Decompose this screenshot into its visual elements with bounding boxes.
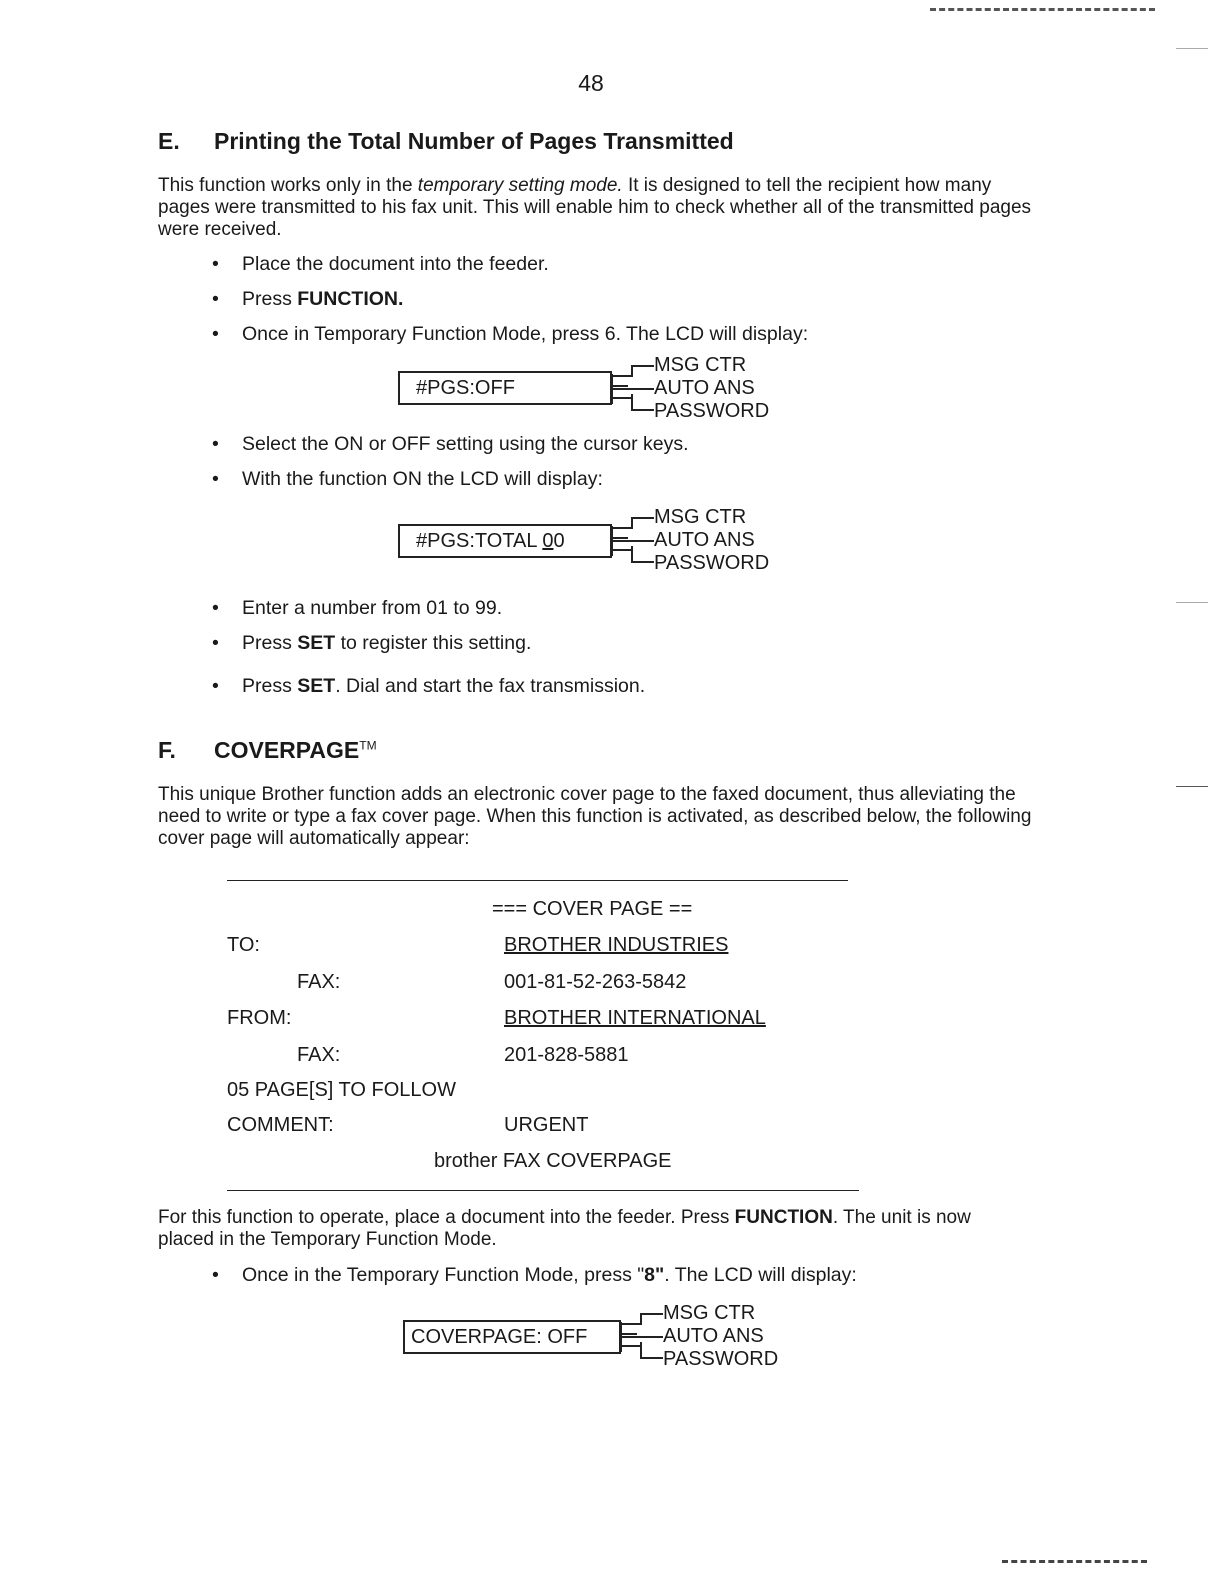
cover-to-fax-label: FAX: (297, 971, 341, 993)
lcd-selector-bracket-icon (608, 360, 656, 420)
lcd-options: MSG CTR AUTO ANS PASSWORD (654, 354, 770, 422)
section-f-letter: F. (158, 737, 176, 763)
cover-footer: brother FAX COVERPAGE (434, 1150, 672, 1172)
cover-to-value: BROTHER INDUSTRIES (504, 934, 729, 956)
cover-from-fax-label: FAX: (297, 1044, 341, 1066)
cover-from-value: BROTHER INTERNATIONAL (504, 1007, 766, 1029)
section-e-intro: This function works only in the temporary setting mode. It is designed to tell the recipient how many pages were transmitted to his fax unit. This will enable him to check whether all of the transmitted pages were received. (158, 175, 1032, 240)
bullet-press-set-register: • Press SET to register this setting. (212, 632, 532, 654)
margin-mark (1176, 48, 1208, 49)
cover-comment-value: URGENT (504, 1114, 589, 1136)
section-f-title: COVERPAGE (214, 737, 360, 763)
bullet-press-8: • Once in the Temporary Function Mode, press "8". The LCD will display: (212, 1264, 857, 1286)
section-f-operate: For this function to operate, place a document into the feeder. Press FUNCTION. The unit is now placed in the Temporary Function Mode. (158, 1207, 971, 1250)
bullet-enter-number: • Enter a number from 01 to 99. (212, 597, 503, 619)
bullet-function-on: • With the function ON the LCD will display: (212, 468, 603, 490)
cover-bottom-rule (227, 1190, 859, 1191)
cover-from-fax-value: 201-828-5881 (504, 1044, 629, 1066)
lcd-display-coverpage-off: COVERPAGE: OFF (403, 1320, 621, 1354)
bullet-press-function: • Press FUNCTION. (212, 288, 404, 310)
cover-top-rule (227, 880, 848, 881)
trademark-symbol: TM (359, 738, 377, 753)
lcd-selector-bracket-icon (608, 512, 656, 572)
cover-comment-label: COMMENT: (227, 1114, 334, 1136)
cover-page-header: === COVER PAGE == (492, 898, 693, 920)
cover-pages-to-follow: 05 PAGE[S] TO FOLLOW (227, 1079, 456, 1101)
lcd-display-pgs-total: #PGS:TOTAL 00 (398, 524, 612, 558)
margin-mark (1176, 602, 1208, 603)
lcd-options: MSG CTR AUTO ANS PASSWORD (654, 506, 770, 574)
section-e-heading (158, 128, 734, 155)
cover-from-label: FROM: (227, 1007, 292, 1029)
bullet-place-document: • Place the document into the feeder. (212, 253, 549, 275)
section-f-intro: This unique Brother function adds an electronic cover page to the faxed document, thus alleviating the need to write or type a fax cover page. When this function is activated, as described below, the following cover page will automatically appear: (158, 784, 1032, 849)
cover-to-fax-value: 001-81-52-263-5842 (504, 971, 687, 993)
section-f-heading (158, 737, 377, 764)
scan-mark-top (930, 8, 1155, 11)
section-e-title: Printing the Total Number of Pages Transmitted (214, 128, 734, 154)
lcd-display-pgs-off: #PGS:OFF (398, 371, 612, 405)
bullet-select-on-off: • Select the ON or OFF setting using the cursor keys. (212, 433, 689, 455)
bullet-press-set-dial: • Press SET. Dial and start the fax transmission. (212, 675, 646, 697)
section-e-letter: E. (158, 128, 180, 154)
lcd-selector-bracket-icon (617, 1308, 665, 1368)
margin-mark (1176, 786, 1208, 787)
bullet-press-6: • Once in Temporary Function Mode, press 6. The LCD will display: (212, 323, 809, 345)
page-number: 48 (578, 70, 604, 96)
scan-mark-bottom (1002, 1560, 1147, 1563)
cover-to-label: TO: (227, 934, 260, 956)
lcd-options: MSG CTR AUTO ANS PASSWORD (663, 1302, 779, 1370)
